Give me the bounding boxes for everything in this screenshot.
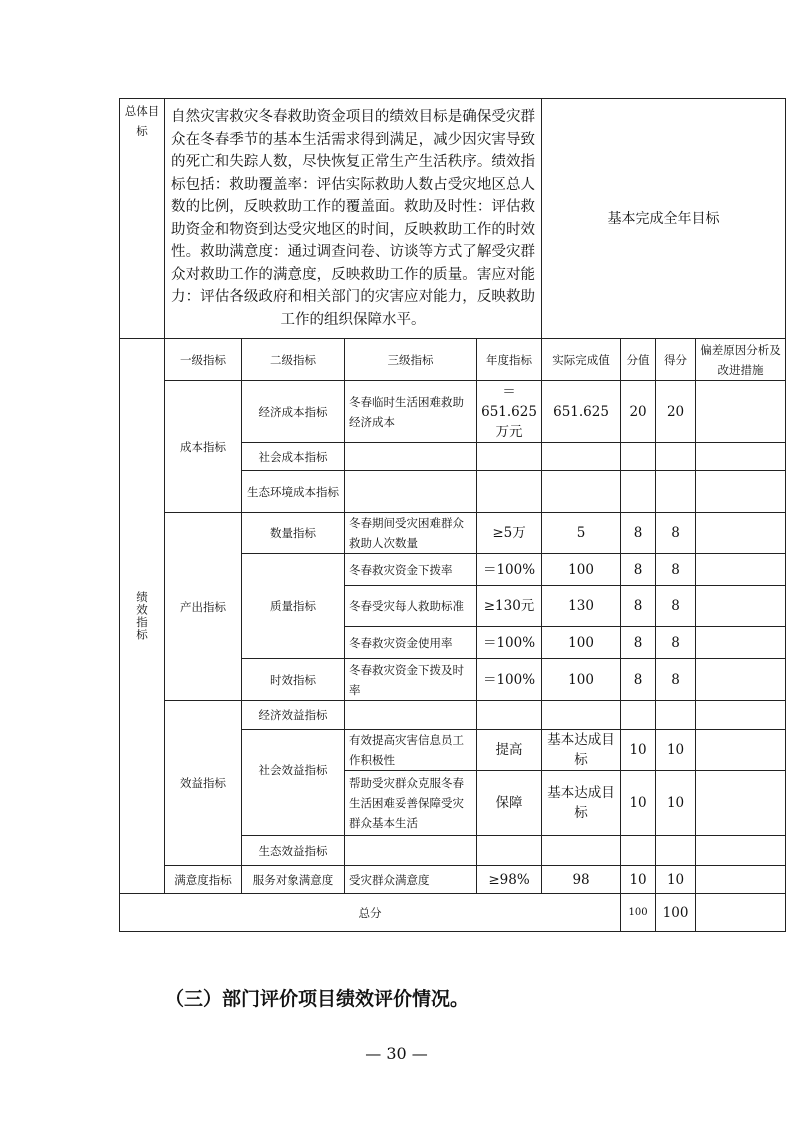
got-cell: 20 [656, 381, 696, 443]
actual-cell: 98 [542, 866, 621, 894]
l3-cell: 冬春救灾资金下拨及时率 [345, 659, 477, 701]
l3-cell: 冬春期间受灾困难群众救助人次数量 [345, 513, 477, 554]
l3-cell: 冬春救灾资金下拨率 [345, 554, 477, 586]
total-score: 100 [621, 894, 656, 932]
header-l1: 一级指标 [165, 339, 242, 381]
total-label: 总分 [120, 894, 621, 932]
table-row [120, 866, 786, 894]
table-row [120, 513, 786, 554]
goal-completion: 基本完成全年目标 [542, 99, 786, 339]
got-cell: 8 [656, 627, 696, 659]
got-cell: 10 [656, 771, 696, 836]
header-got: 得分 [656, 339, 696, 381]
header-deviation: 偏差原因分析及改进措施 [696, 339, 786, 381]
goal-text: 自然灾害救灾冬春救助资金项目的绩效目标是确保受灾群众在冬春季节的基本生活需求得到满足，减少因灾害导致的死亡和失踪人数，尽快恢复正常生产生活秩序。绩效指标包括：救助覆盖率：评估实际救助人数占受灾地区总人数的比例，反映救助工作的覆盖面。救助及时性：评估救助资金和物资到达受灾地区的时间，反映救助工作的时效性。救助满意度：通过调查问卷、访谈等方式了解受灾群众对救助工作的满意度，反映救助工作的质量。害应对能力：评估各级政府和相关部门的灾害应对能力，反映救助工作的组织保障水平。 [165, 99, 542, 339]
got-cell: 8 [656, 513, 696, 554]
score-cell: 10 [621, 730, 656, 771]
actual-cell: 130 [542, 586, 621, 627]
deviation-cell [696, 381, 786, 443]
score-cell: 8 [621, 586, 656, 627]
header-annual: 年度指标 [477, 339, 542, 381]
got-cell: 10 [656, 730, 696, 771]
l2-cell: 经济效益指标 [242, 701, 345, 730]
l2-cell: 数量指标 [242, 513, 345, 554]
l3-cell: 帮助受灾群众克服冬春生活困难妥善保障受灾群众基本生活 [345, 771, 477, 836]
actual-cell: 100 [542, 554, 621, 586]
l2-cell: 生态效益指标 [242, 836, 345, 866]
l2-cell: 质量指标 [242, 554, 345, 659]
group-cost: 成本指标 [165, 381, 242, 513]
actual-cell: 100 [542, 659, 621, 701]
total-row [120, 894, 786, 932]
table-row [120, 701, 786, 730]
l2-cell: 时效指标 [242, 659, 345, 701]
l2-cell: 生态环境成本指标 [242, 471, 345, 513]
actual-cell: 5 [542, 513, 621, 554]
score-cell: 8 [621, 554, 656, 586]
target-cell: ≥5万 [477, 513, 542, 554]
target-cell: 提高 [477, 730, 542, 771]
page-number: — 30 — [365, 1044, 428, 1063]
goal-label: 总体目标 [120, 99, 165, 339]
score-cell: 10 [621, 866, 656, 894]
got-cell: 8 [656, 554, 696, 586]
l3-cell: 有效提高灾害信息员工作积极性 [345, 730, 477, 771]
header-actual: 实际完成值 [542, 339, 621, 381]
got-cell: 8 [656, 586, 696, 627]
l3-cell: 受灾群众满意度 [345, 866, 477, 894]
target-cell: ≥130元 [477, 586, 542, 627]
actual-cell: 基本达成目标 [542, 771, 621, 836]
header-l3: 三级指标 [345, 339, 477, 381]
group-output: 产出指标 [165, 513, 242, 701]
header-l2: 二级指标 [242, 339, 345, 381]
target-cell: 保障 [477, 771, 542, 836]
l2-cell: 社会成本指标 [242, 443, 345, 471]
got-cell: 10 [656, 866, 696, 894]
l2-cell: 服务对象满意度 [242, 866, 345, 894]
score-cell: 8 [621, 513, 656, 554]
actual-cell: 651.625 [542, 381, 621, 443]
l3-cell: 冬春救灾资金使用率 [345, 627, 477, 659]
l2-cell: 经济成本指标 [242, 381, 345, 443]
actual-cell: 100 [542, 627, 621, 659]
group-satisfaction: 满意度指标 [165, 866, 242, 894]
header-score: 分值 [621, 339, 656, 381]
performance-table [119, 98, 786, 932]
target-cell: ＝100% [477, 627, 542, 659]
score-cell: 10 [621, 771, 656, 836]
group-benefit: 效益指标 [165, 701, 242, 866]
actual-cell: 基本达成目标 [542, 730, 621, 771]
target-cell: ＝100% [477, 554, 542, 586]
l3-cell: 冬春临时生活困难救助经济成本 [345, 381, 477, 443]
score-cell: 8 [621, 627, 656, 659]
l2-cell: 社会效益指标 [242, 730, 345, 836]
got-cell: 8 [656, 659, 696, 701]
section-heading: （三）部门评价项目绩效评价情况。 [165, 988, 470, 1010]
target-cell: ≥98% [477, 866, 542, 894]
score-cell: 20 [621, 381, 656, 443]
score-cell: 8 [621, 659, 656, 701]
table-row [120, 381, 786, 443]
section-label: 绩效指标 [120, 339, 165, 894]
l3-cell: 冬春受灾每人救助标准 [345, 586, 477, 627]
target-cell: ＝100% [477, 659, 542, 701]
total-got: 100 [656, 894, 696, 932]
target-cell: ＝651.625万元 [477, 381, 542, 443]
